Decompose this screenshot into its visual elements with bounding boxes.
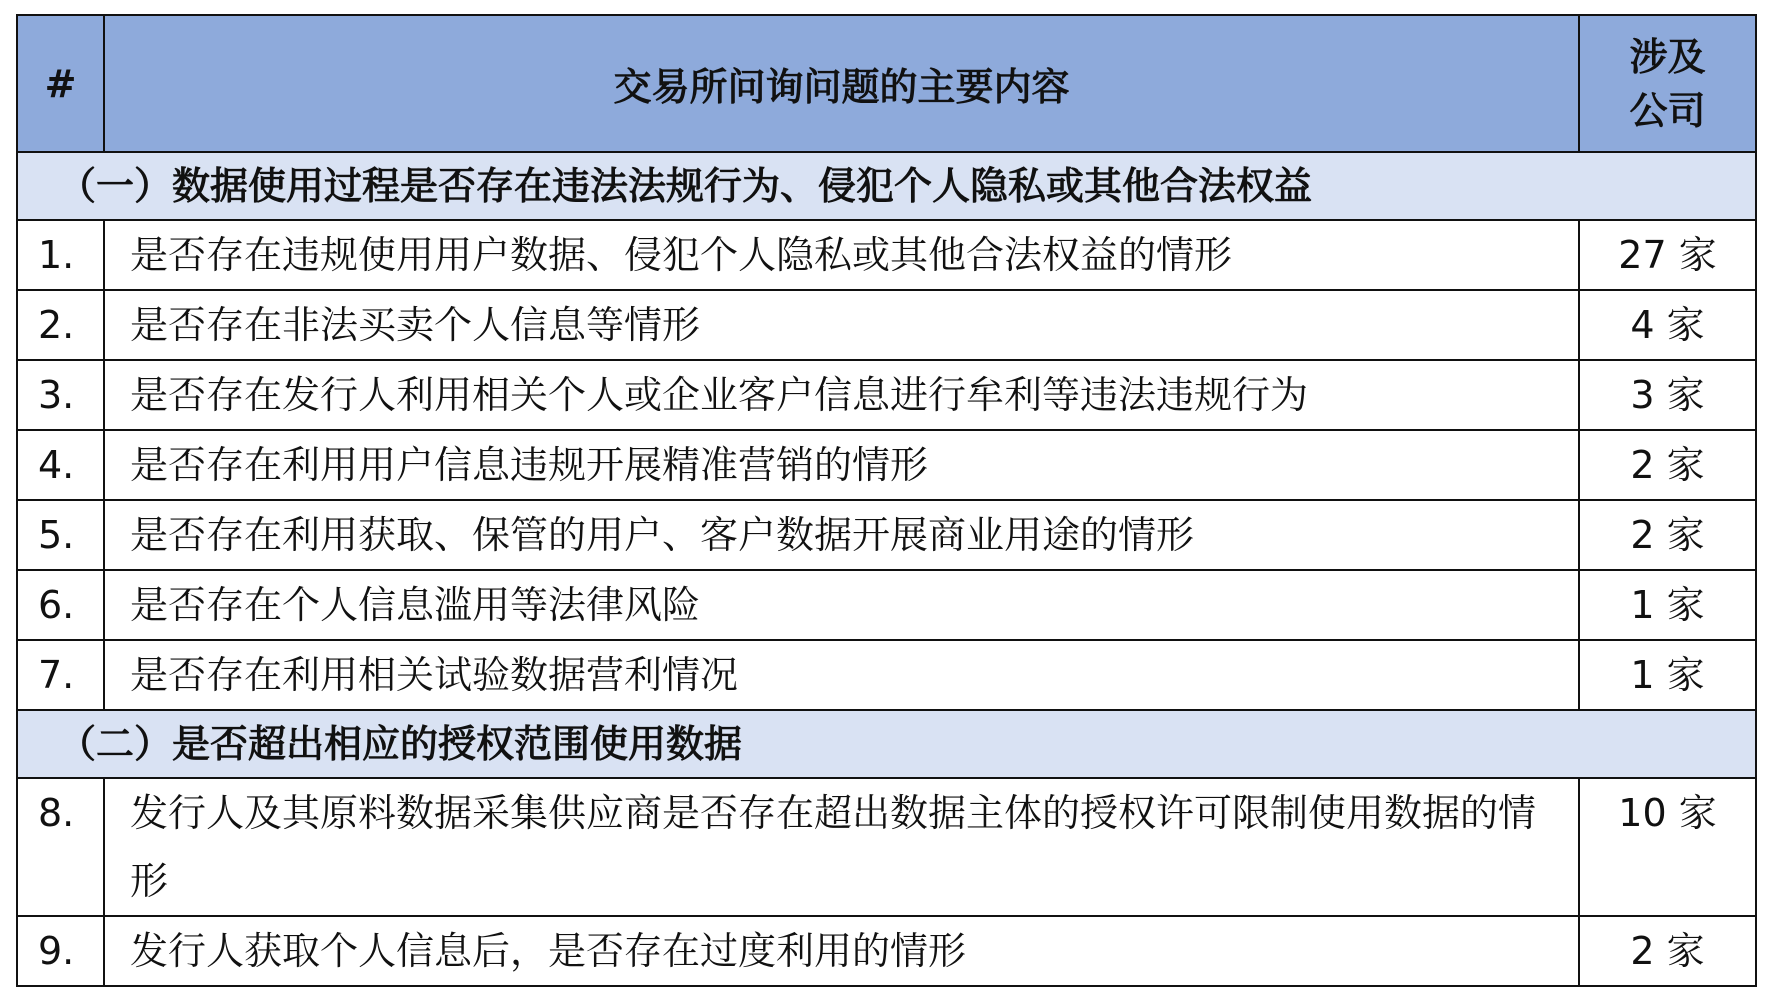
header-content: 交易所问询问题的主要内容 [104,15,1579,152]
table-header-row [17,15,1756,152]
row-count: 1 家 [1579,570,1756,640]
row-count: 4 家 [1579,290,1756,360]
row-num: 2. [17,290,104,360]
row-text: 是否存在发行人利用相关个人或企业客户信息进行牟利等违法违规行为 [104,360,1579,430]
row-count: 2 家 [1579,916,1756,986]
header-count-line1: 涉及 [1629,34,1706,79]
row-text: 是否存在个人信息滥用等法律风险 [104,570,1579,640]
table-row [17,500,1756,570]
row-text: 发行人获取个人信息后，是否存在过度利用的情形 [104,916,1579,986]
row-count: 2 家 [1579,500,1756,570]
table-row [17,360,1756,430]
row-num: 5. [17,500,104,570]
row-num: 8. [17,778,104,916]
table-row [17,430,1756,500]
table-row [17,778,1756,916]
inquiry-table-container [16,14,1757,987]
inquiry-table [16,14,1757,987]
row-count: 3 家 [1579,360,1756,430]
row-text: 是否存在利用获取、保管的用户、客户数据开展商业用途的情形 [104,500,1579,570]
row-num: 4. [17,430,104,500]
header-num: # [17,15,104,152]
row-num: 7. [17,640,104,710]
table-row [17,570,1756,640]
row-text: 是否存在利用用户信息违规开展精准营销的情形 [104,430,1579,500]
row-text: 发行人及其原料数据采集供应商是否存在超出数据主体的授权许可限制使用数据的情形 [104,778,1579,916]
row-num: 6. [17,570,104,640]
row-num: 9. [17,916,104,986]
header-count-line2: 公司 [1629,88,1706,133]
table-row [17,916,1756,986]
row-text: 是否存在利用相关试验数据营利情况 [104,640,1579,710]
row-count: 27 家 [1579,220,1756,290]
row-num: 3. [17,360,104,430]
table-row [17,640,1756,710]
section-row [17,152,1756,220]
row-count: 2 家 [1579,430,1756,500]
row-count: 10 家 [1579,778,1756,916]
header-count [1579,15,1756,152]
row-num: 1. [17,220,104,290]
section-title: （二）是否超出相应的授权范围使用数据 [17,710,1756,778]
table-row [17,220,1756,290]
section-title: （一）数据使用过程是否存在违法法规行为、侵犯个人隐私或其他合法权益 [17,152,1756,220]
row-text: 是否存在违规使用用户数据、侵犯个人隐私或其他合法权益的情形 [104,220,1579,290]
row-text: 是否存在非法买卖个人信息等情形 [104,290,1579,360]
table-row [17,290,1756,360]
section-row [17,710,1756,778]
row-count: 1 家 [1579,640,1756,710]
